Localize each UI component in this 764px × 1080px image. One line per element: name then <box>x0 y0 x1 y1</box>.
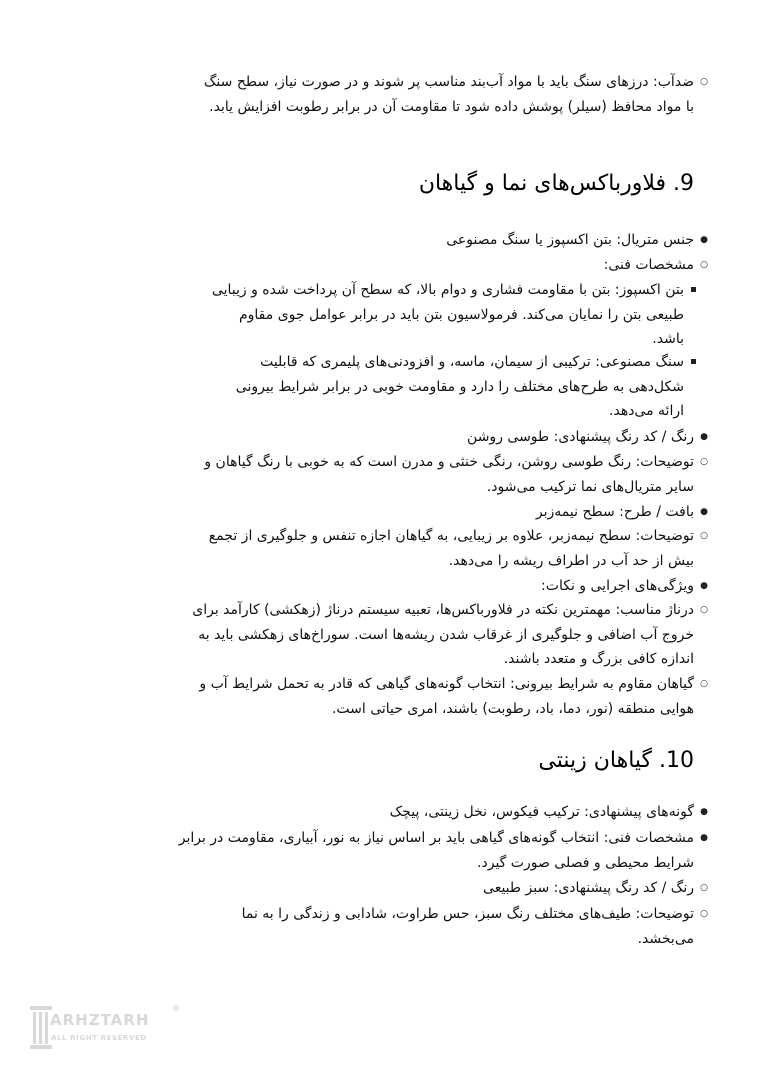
list-item-resistant-plants <box>179 672 708 721</box>
list-item-text: درناژ مناسب: مهمترین نکته در فلاورباکس‌ها، تعبیه سیستم درناژ (زهکشی) کارآمد برای خروج آب اضافی و جلوگیری از غرقاب شدن ریشه‌ها است. سوراخ‌های زهکشی باید به اندازه کافی بزرگ و متعدد باشند. <box>192 602 694 667</box>
list-item-waterproofing <box>201 70 708 119</box>
list-item-text: مشخصات فنی: انتخاب گونه‌های گیاهی باید بر اساس نیاز به نور، آبیاری، مقاومت در برابر شرایط محیطی و فصلی صورت گیرد. <box>178 830 694 871</box>
bullet-dot-icon: ● <box>700 235 708 245</box>
list-item-color-code <box>134 425 708 450</box>
list-item-text: بافت / طرح: سطح نیمه‌زبر <box>535 504 694 520</box>
bullet-dot-icon: ● <box>700 581 708 591</box>
watermark-brand: ARHZTARH <box>50 1011 150 1029</box>
list-item-texture <box>134 500 708 525</box>
bullet-circle-icon: ○ <box>700 679 708 689</box>
bullet-circle-icon: ○ <box>700 260 708 270</box>
list-item-text: توضیحات: سطح نیمه‌زبر، علاوه بر زیبایی، به گیاهان اجازه تنفس و جلوگیری از تجمع بیش از حد آب در اطراف ریشه را می‌دهد. <box>208 528 694 569</box>
pillar-logo-icon <box>30 1006 52 1050</box>
list-item-species <box>134 800 708 825</box>
bullet-circle-icon: ○ <box>700 909 708 919</box>
list-item-text: گونه‌های پیشنهادی: ترکیب فیکوس، نخل زینتی، پیچک <box>389 804 694 820</box>
section-10-heading: 10. گیاهان زینتی <box>538 748 694 773</box>
bullet-dot-icon: ● <box>700 507 708 517</box>
list-item-text: مشخصات فنی: <box>603 257 694 273</box>
list-item-exposed-concrete <box>208 278 684 352</box>
list-item-material <box>134 228 708 253</box>
bullet-square-icon <box>691 359 696 364</box>
list-item-text: رنگ / کد رنگ پیشنهادی: سبز طبیعی <box>483 880 694 896</box>
list-item-text: سنگ مصنوعی: ترکیبی از سیمان، ماسه، و افزودنی‌های پلیمری که قابلیت شکل‌دهی به طرح‌های مختلف را دارد و مقاومت خوبی در برابر شرایط بیرونی ارائه می‌دهد. <box>235 354 684 419</box>
list-item-execution-notes <box>134 574 708 599</box>
bullet-dot-icon: ● <box>700 432 708 442</box>
bullet-square-icon <box>691 287 696 292</box>
bullet-dot-icon: ● <box>700 833 708 843</box>
list-item-texture-desc <box>189 524 708 573</box>
list-item-plant-specs <box>164 826 708 875</box>
list-item-text: توضیحات: رنگ طوسی روشن، رنگی خنثی و مدرن است که به خوبی با رنگ گیاهان و سایر متریال‌های نما ترکیب می‌شود. <box>204 454 694 495</box>
list-item-plant-color <box>164 876 708 901</box>
list-item-text: ویژگی‌های اجرایی و نکات: <box>541 578 694 594</box>
list-item-text: رنگ / کد رنگ پیشنهادی: طوسی روشن <box>467 429 694 445</box>
bullet-dot-icon: ● <box>700 807 708 817</box>
list-item-text: بتن اکسپوز: بتن با مقاومت فشاری و دوام بالا، که سطح آن پرداخت شده و زیبایی طبیعی بتن را نمایان می‌کند. فرمولاسیون بتن باید در برابر عوامل جوی مقاوم باشد. <box>211 282 684 347</box>
watermark-logo <box>30 1004 185 1054</box>
list-item-artificial-stone <box>208 350 684 424</box>
registered-icon: ® <box>172 1004 180 1013</box>
section-9-heading: 9. فلاورباکس‌های نما و گیاهان <box>418 171 694 196</box>
list-item-text: ضدآب: درزهای سنگ باید با مواد آب‌بند مناسب پر شوند و در صورت نیاز، سطح سنگ با مواد محافظ (سیلر) پوشش داده شود تا مقاومت آن در برابر رطوبت افزایش یابد. <box>203 74 694 115</box>
watermark-tagline: ALL RIGHT RESERVED <box>51 1034 147 1042</box>
bullet-circle-icon: ○ <box>700 457 708 467</box>
bullet-circle-icon: ○ <box>700 605 708 615</box>
list-item-text: گیاهان مقاوم به شرایط بیرونی: انتخاب گونه‌های گیاهی که قادر به تحمل شرایط آب و هوایی منطقه (نور، دما، باد، رطوبت) باشند، امری حیاتی است. <box>199 676 694 717</box>
list-item-drainage <box>179 598 708 672</box>
bullet-circle-icon: ○ <box>700 883 708 893</box>
list-item-text: جنس متریال: بتن اکسپوز یا سنگ مصنوعی <box>446 232 694 248</box>
bullet-circle-icon: ○ <box>700 77 708 87</box>
list-item-plant-color-desc <box>189 902 708 951</box>
list-item-color-desc <box>194 450 708 499</box>
list-item-tech-specs <box>134 253 708 278</box>
bullet-circle-icon: ○ <box>700 531 708 541</box>
list-item-text: توضیحات: طیف‌های مختلف رنگ سبز، حس طراوت، شادابی و زندگی را به نما می‌بخشد. <box>241 906 694 947</box>
